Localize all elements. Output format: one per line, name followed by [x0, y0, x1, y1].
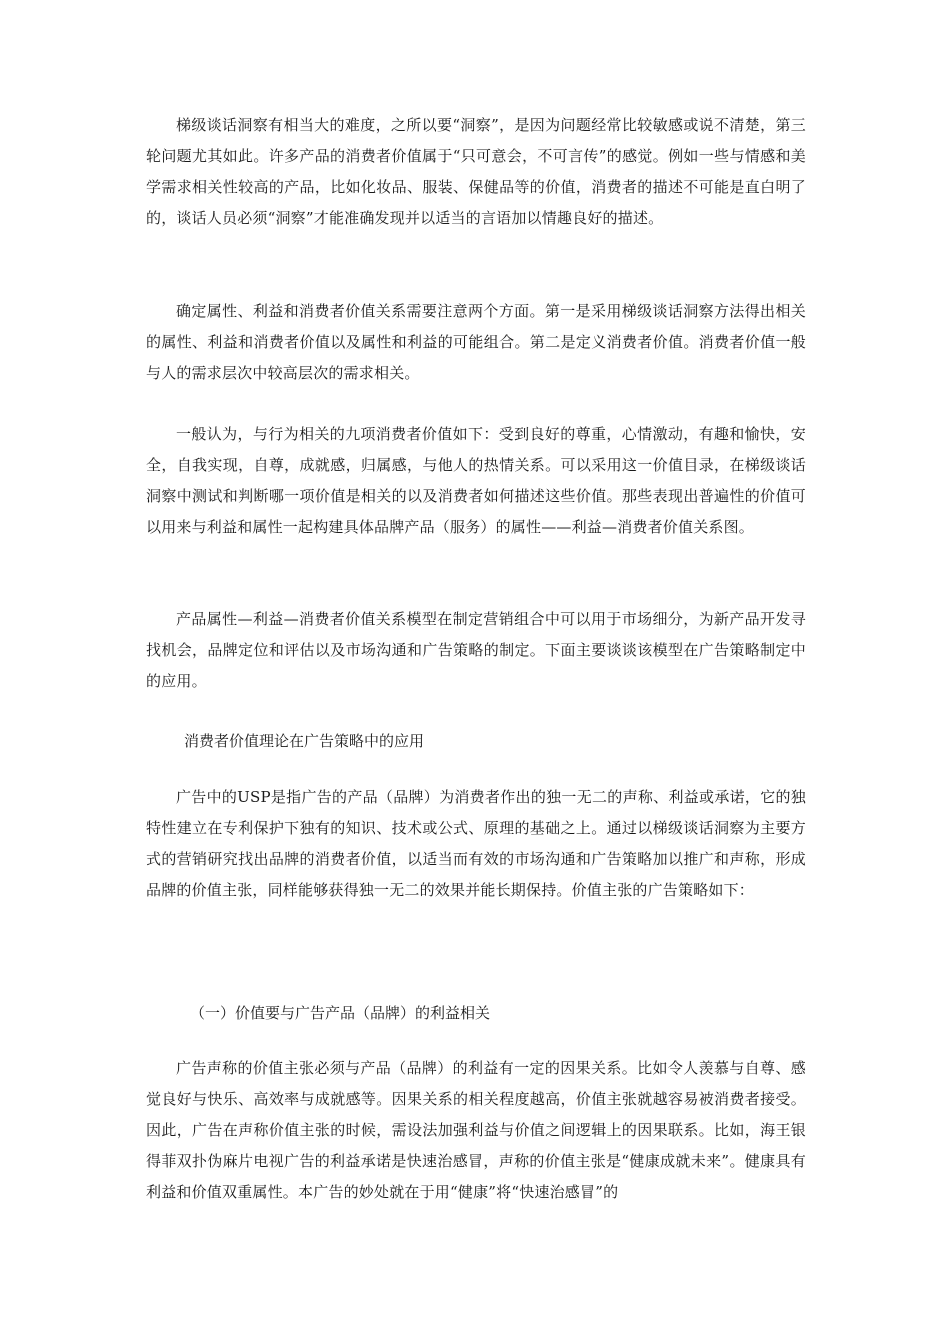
paragraph-relationship-aspects: 确定属性、利益和消费者价值关系需要注意两个方面。第一是采用梯级谈话洞察方法得出相关的属性、利益和消费者价值以及属性和利益的可能组合。第二是定义消费者价值。消费者价值一般与人的需求层次中较高层次的需求相关。 [146, 302, 806, 382]
paragraph-causal-relation: 广告声称的价值主张必须与产品（品牌）的利益有一定的因果关系。比如令人羡慕与自尊、感觉良好与快乐、高效率与成就感等。因果关系的相关程度越高，价值主张就越容易被消费者接受。因此，广告在声称价值主张的时候，需设法加强利益与价值之间逻辑上的因果联系。比如，海王银得菲双扑伪麻片电视广告的利益承诺是快速治感冒，声称的价值主张是“健康成就未来”。健康具有利益和价值双重属性。本广告的妙处就在于用“健康”将“快速治感冒”的 [146, 1059, 806, 1201]
paragraph-ladder-interview: 梯级谈话洞察有相当大的难度，之所以要“洞察”，是因为问题经常比较敏感或说不清楚，第三轮问题尤其如此。许多产品的消费者价值属于“只可意会，不可言传”的感觉。例如一些与情感和美学需求相关性较高的产品，比如化妆品、服装、保健品等的价值，消费者的描述不可能是直白明了的，谈话人员必须“洞察”才能准确发现并以适当的言语加以情趣良好的描述。 [146, 116, 806, 227]
subsection-heading-value-benefit: （一）价值要与广告产品（品牌）的利益相关 [190, 1004, 491, 1022]
paragraph-usp: 广告中的USP是指广告的产品（品牌）为消费者作出的独一无二的声称、利益或承诺，它的独特性建立在专利保护下独有的知识、技术或公式、原理的基础之上。通过以梯级谈话洞察为主要方式的营销研究找出品牌的消费者价值，以适当而有效的市场沟通和广告策略加以推广和声称，形成品牌的价值主张，同样能够获得独一无二的效果并能长期保持。价值主张的广告策略如下： [146, 788, 806, 899]
paragraph-nine-values: 一般认为，与行为相关的九项消费者价值如下：受到良好的尊重，心情激动，有趣和愉快，安全，自我实现，自尊，成就感，归属感，与他人的热情关系。可以采用这一价值目录，在梯级谈话洞察中测试和判断哪一项价值是相关的以及消费者如何描述这些价值。那些表现出普遍性的价值可以用来与利益和属性一起构建具体品牌产品（服务）的属性——利益—消费者价值关系图。 [146, 425, 806, 536]
paragraph-model-application: 产品属性—利益—消费者价值关系模型在制定营销组合中可以用于市场细分，为新产品开发寻找机会，品牌定位和评估以及市场沟通和广告策略的制定。下面主要谈谈该模型在广告策略制定中的应用。 [146, 610, 806, 690]
section-heading-value-theory: 消费者价值理论在广告策略中的应用 [184, 732, 425, 750]
